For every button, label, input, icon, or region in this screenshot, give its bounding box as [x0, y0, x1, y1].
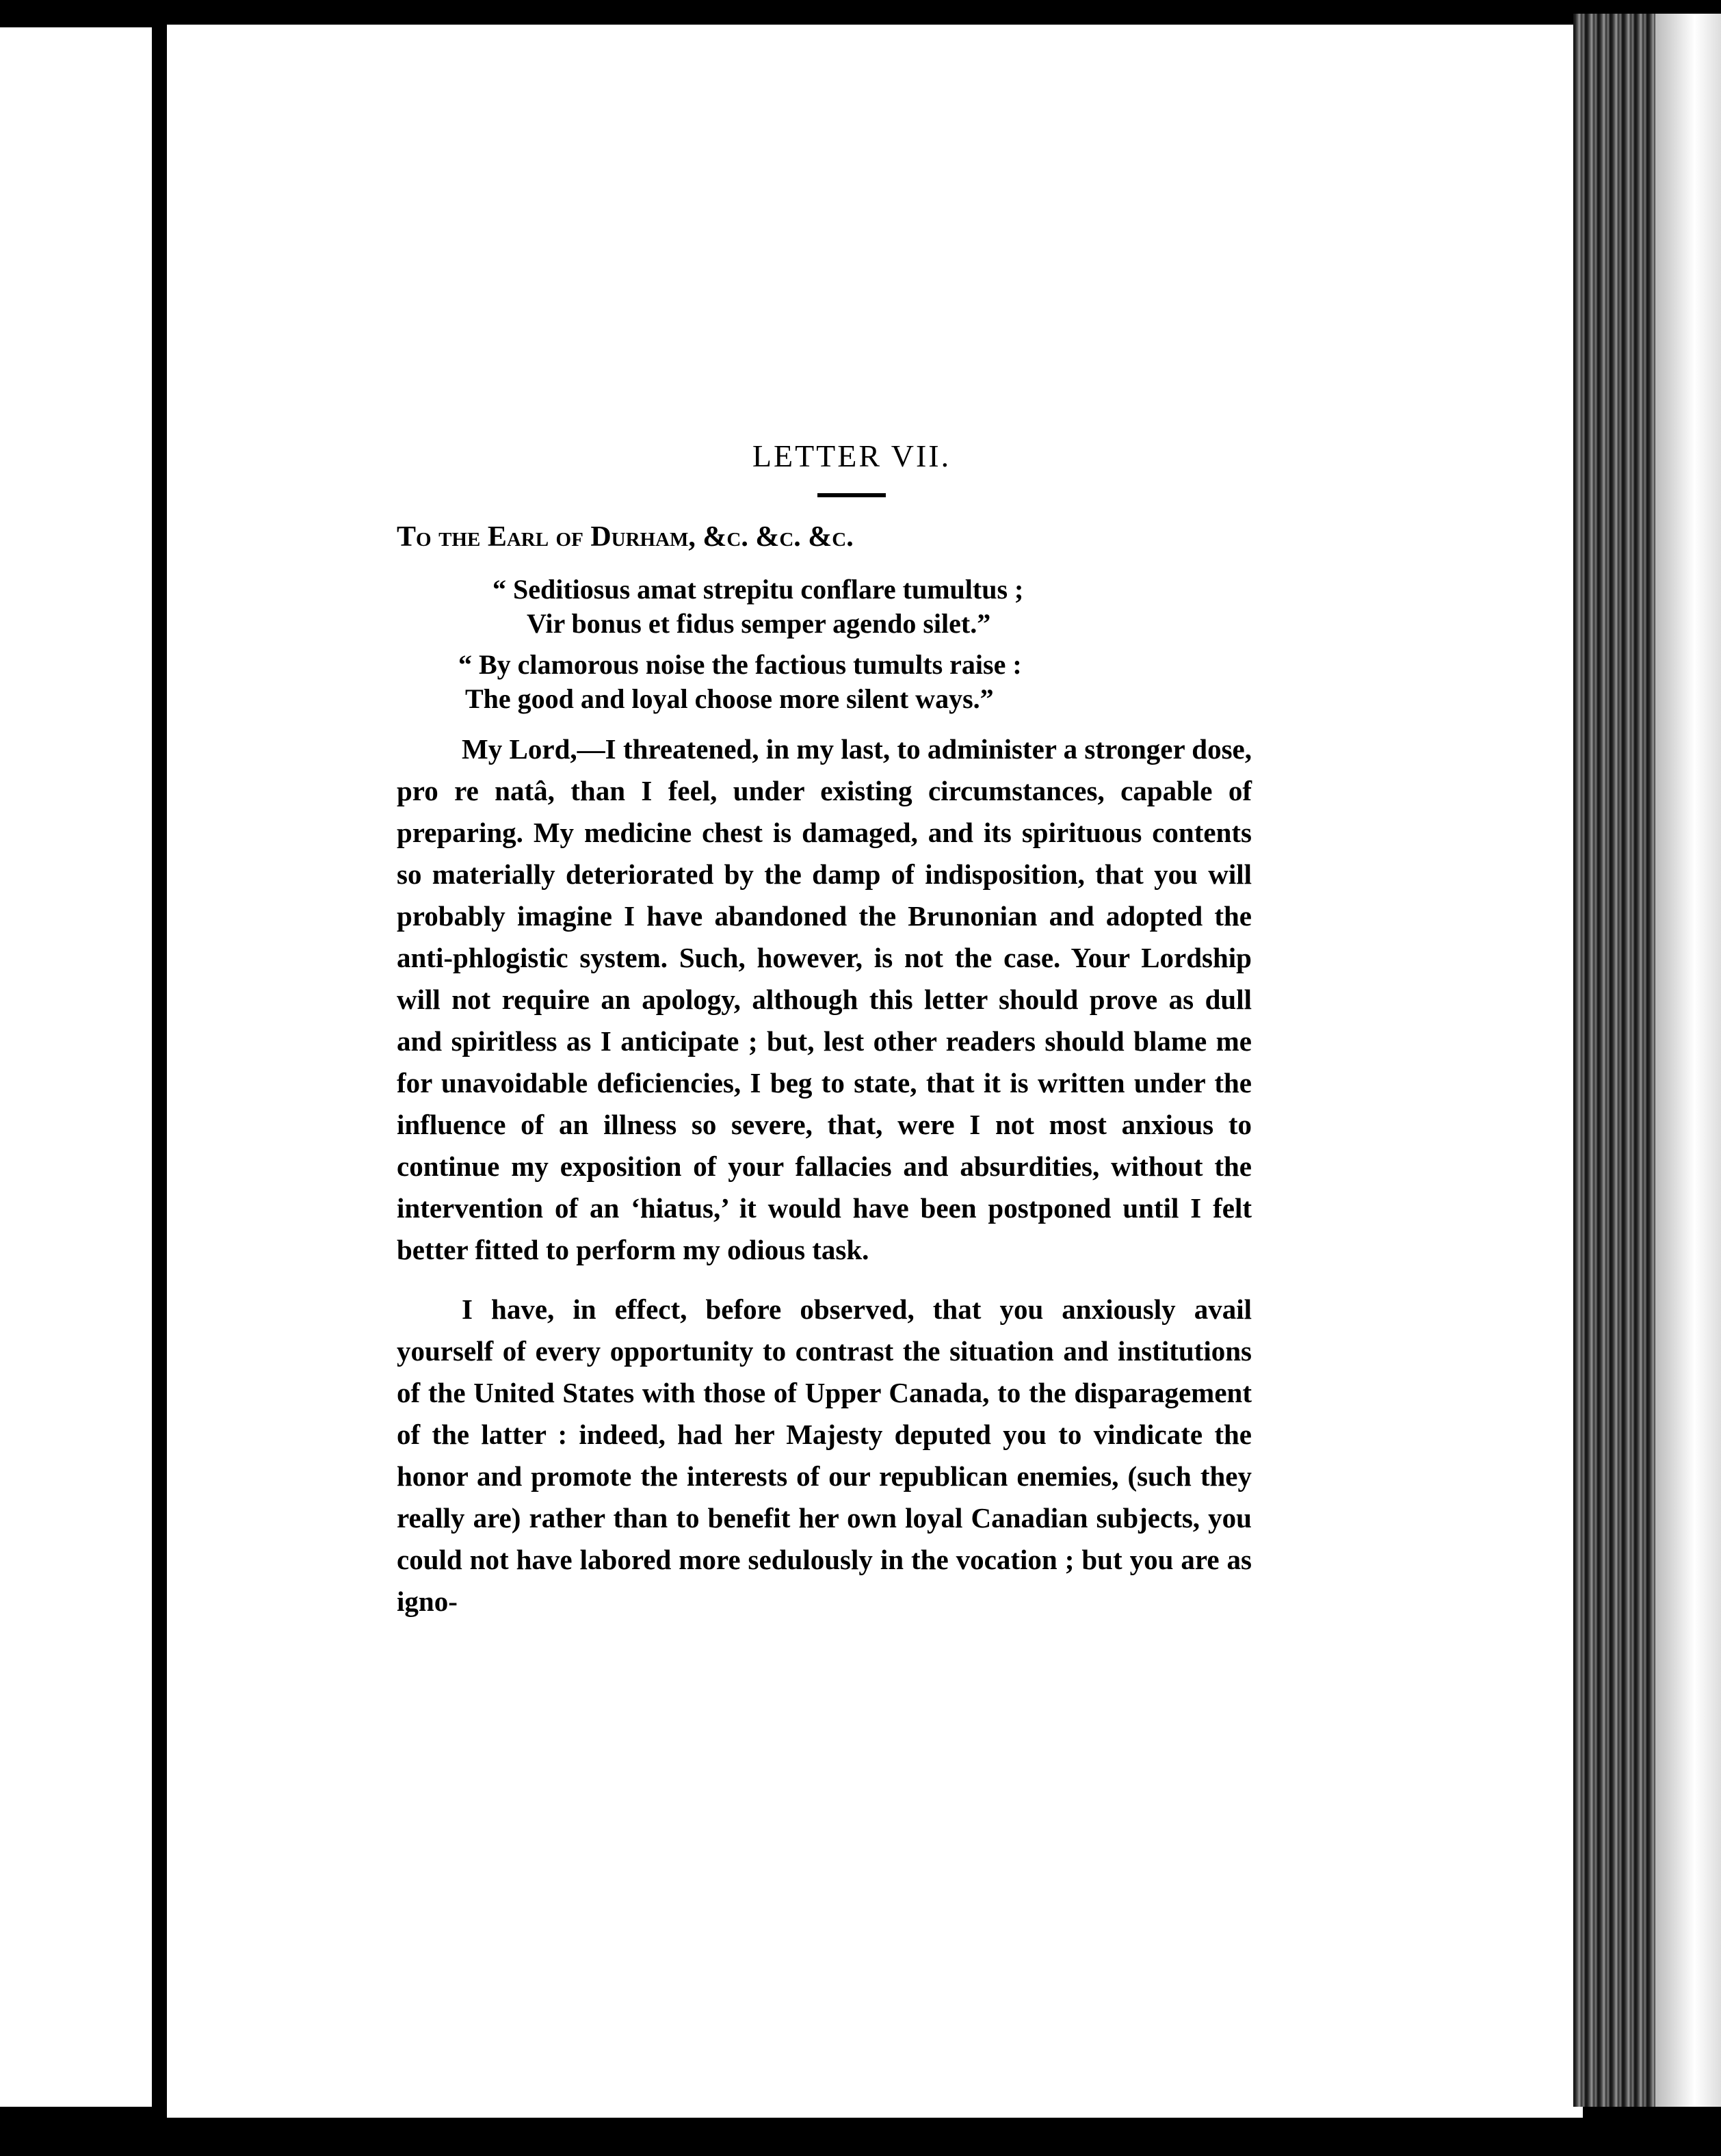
epigraph-line: “ Seditiosus amat strepitu conflare tumultus ;: [492, 574, 1024, 605]
epigraph: [397, 573, 1252, 716]
body-paragraph: I have, in effect, before observed, that you anxiously avail yourself of every opportunity to contrast the situation and institutions of the United States with those of Upper Canada, to the disparagement of the latter : indeed, had her Majesty deputed you to vindicate the honor and promote the interests of our republican enemies, (such they really are) rather than to benefit her own loyal Canadian subjects, you could not have labored more sedulously in the vocation ; but you are as igno-: [397, 1293, 1252, 1617]
page-content: [397, 438, 1252, 1622]
epigraph-line: Vir bonus et fidus semper agendo silet.”: [527, 608, 991, 639]
letter-heading: LETTER VII.: [752, 438, 951, 473]
left-page-edge: [0, 27, 152, 2107]
page-stack-highlight: [1655, 14, 1721, 2107]
letter-address: To the Earl of Durham, &c. &c. &c.: [397, 521, 854, 553]
epigraph-line: “ By clamorous noise the factious tumults raise :: [458, 649, 1022, 680]
body-paragraph: My Lord,—I threatened, in my last, to administer a stronger dose, pro re natâ, than I feel, under existing circumstances, capable of preparing. My medicine chest is damaged, and its spirituous contents so materially deteriorated by the damp of indisposition, that you will probably imagine I have abandoned the Brunonian and adopted the anti-phlogistic system. Such, however, is not the case. Your Lordship will not require an apology, although this letter should prove as dull and spiritless as I anticipate ; but, lest other readers should blame me for unavoidable deficiencies, I beg to state, that it is written under the influence of an illness so severe, that, were I not most anxious to continue my exposition of your fallacies and absurdities, without the intervention of an ‘hiatus,’ it would have been postponed until I felt better fitted to perform my odious task.: [397, 733, 1252, 1265]
book-gutter: [152, 0, 168, 2156]
heading-rule: [817, 493, 886, 497]
epigraph-line: The good and loyal choose more silent ways.”: [465, 683, 994, 714]
